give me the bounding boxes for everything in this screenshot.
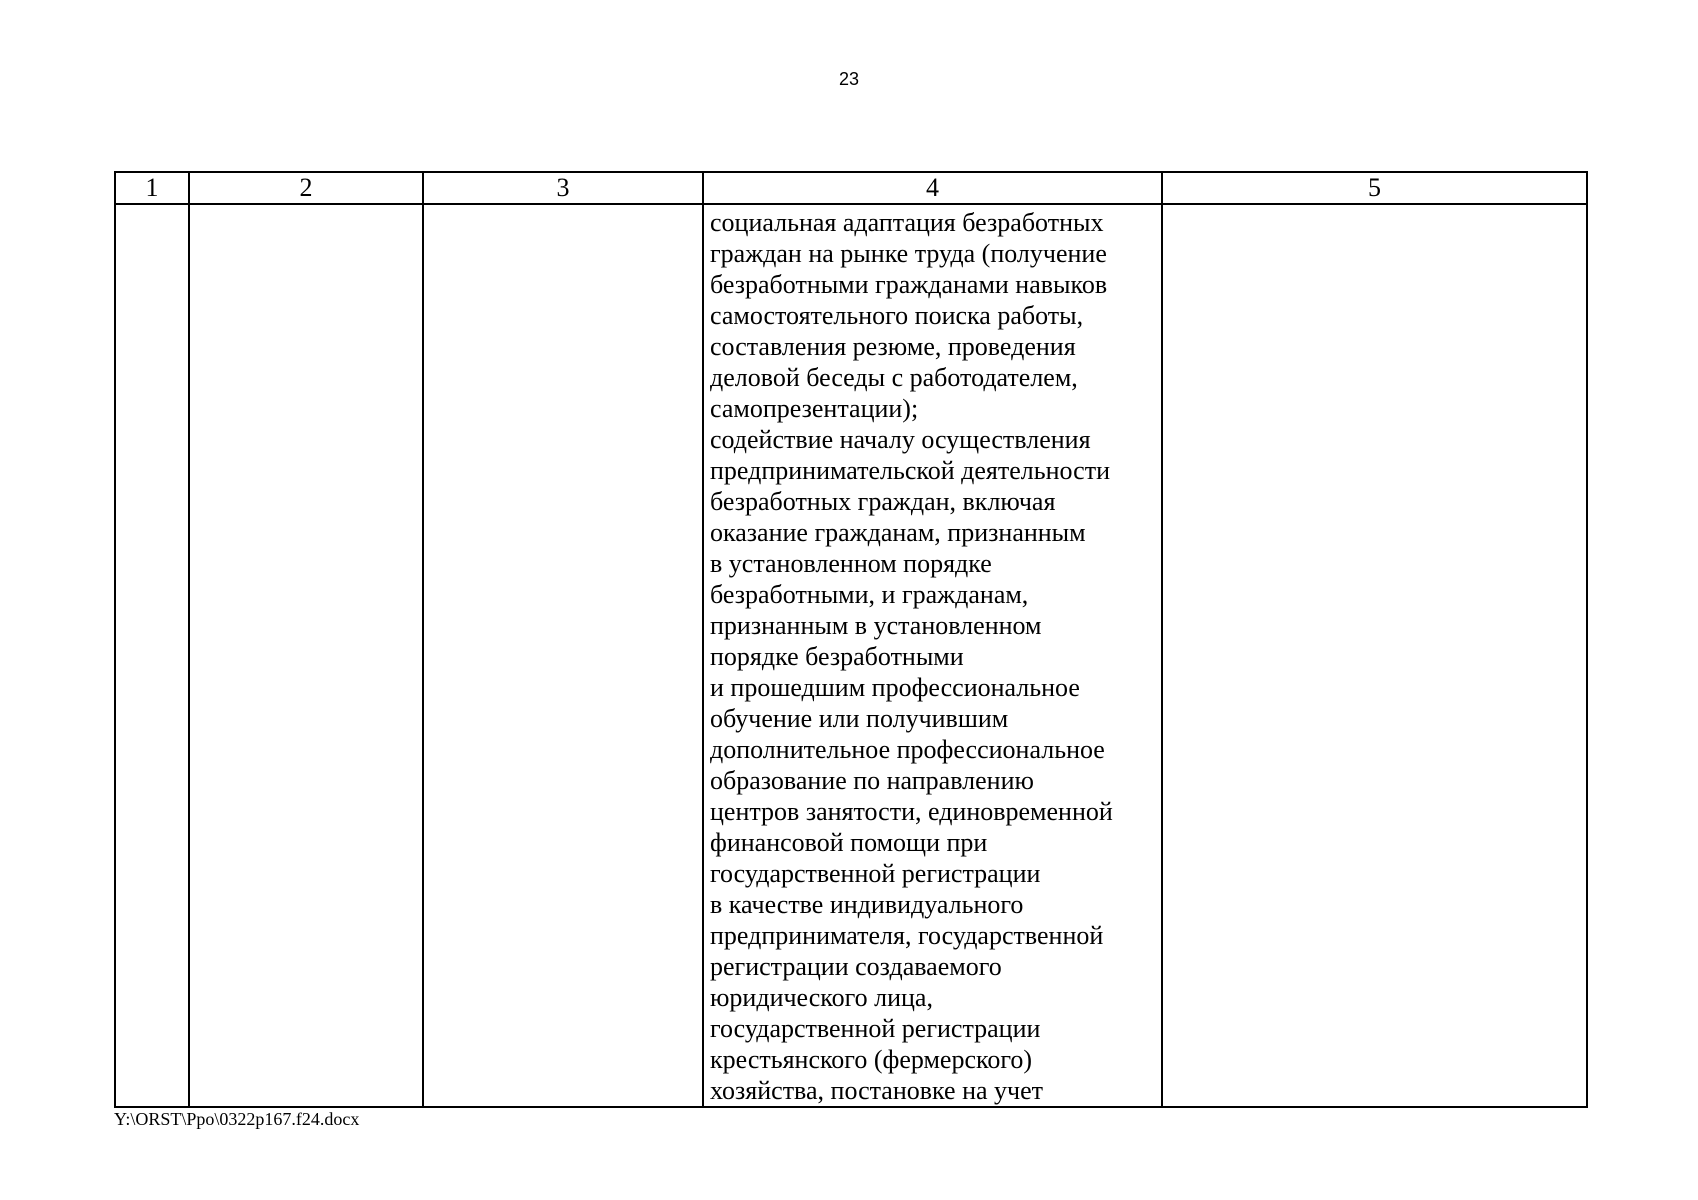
footer-file-path: Y:\ORST\Ppo\0322p167.f24.docx bbox=[114, 1109, 360, 1129]
column-header-5: 5 bbox=[1162, 172, 1587, 204]
page-number: 23 bbox=[838, 69, 860, 89]
document-table bbox=[114, 171, 1588, 1108]
table-header-row bbox=[115, 172, 1587, 204]
table-row bbox=[115, 204, 1587, 1107]
column-header-3: 3 bbox=[423, 172, 703, 204]
column-header-4: 4 bbox=[703, 172, 1162, 204]
cell-col-2 bbox=[189, 204, 423, 1107]
cell-col-1 bbox=[115, 204, 189, 1107]
column-header-2: 2 bbox=[189, 172, 423, 204]
cell-col-3 bbox=[423, 204, 703, 1107]
cell-col-5 bbox=[1162, 204, 1587, 1107]
cell-col-4-text: социальная адаптация безработных граждан на рынке труда (получение безработными гражданами навыков самостоятельного поиска работы, составления резюме, проведения деловой беседы с работодателем, самопрезентации); содействие началу осуществления предпринимательской деятельности безработных граждан, включая оказание гражданам, признанным в установленном порядке безработными, и гражданам, признанным в установленном порядке безработными и прошедшим профессиональное обучение или получившим дополнительное профессиональное образование по направлению центров занятости, единовременной финансовой помощи при государственной регистрации в качестве индивидуального предпринимателя, государственной регистрации создаваемого юридического лица, государственной регистрации крестьянского (фермерского) хозяйства, постановке на учет bbox=[703, 204, 1162, 1107]
column-header-1: 1 bbox=[115, 172, 189, 204]
